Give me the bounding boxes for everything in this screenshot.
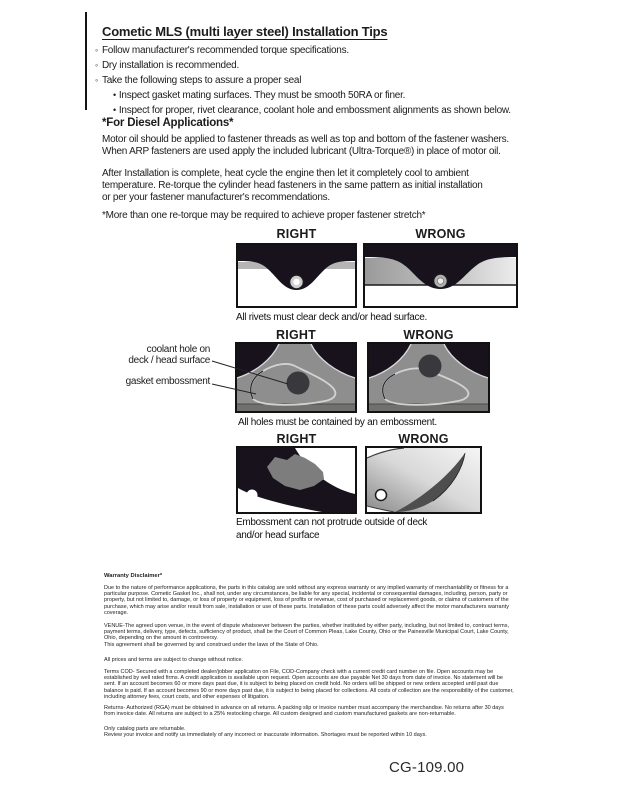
coolant-hole-label xyxy=(88,345,210,366)
bullet-item xyxy=(95,75,301,86)
hole-contained-diagram xyxy=(237,344,355,411)
rivet-caption: All rivets must clear deck and/or head surface. xyxy=(236,312,427,323)
filled-circle-bullet-icon: • xyxy=(113,105,116,115)
wrong-label: WRONG xyxy=(398,432,449,446)
gasket-embossment-label: gasket embossment xyxy=(125,376,210,387)
diagram-protrude-right xyxy=(236,446,357,514)
catalog-page-code: CG-109.00 xyxy=(389,759,465,776)
terms-cod-paragraph: Terms COD- Secured with a completed dealer/jobber application on File, COD-Company check with a current credit card number on file. Open accounts may be established by well rated firms. A credit application is available upon request. Open accounts are due payable Net 30 days from date of invoice. No statement will be sent. If an account becomes 60 or more days past due, it is subject to being placed on credit hold. No orders will be shipped or new orders accepted until past due balance is paid. If an account becomes 90 or more days past due, it is subject to being placed for collections. All costs of collection are the responsibility of the customer, including attorney fees, court costs, and other expenses of litigation. xyxy=(104,669,514,700)
right-label: RIGHT xyxy=(276,432,317,446)
deck-band-diagram xyxy=(238,448,355,512)
paragraph-line: Motor oil should be applied to fastener threads as well as top and bottom of the fastener washers. xyxy=(102,134,509,145)
diagram-embossment-wrong xyxy=(367,342,490,413)
hole-outside-diagram xyxy=(369,344,488,411)
bullet-item xyxy=(95,60,239,71)
returns-paragraph: Returns- Authorized (RGA) must be obtained in advance on all returns. A packing slip or invoice number must accompany the merchandise. No returns after 30 days from invoice date. All returns are subject to a 25% restocking charge. All custom designed and custom manufactured gaskets are non-returnable. xyxy=(104,705,504,718)
filled-circle-bullet-icon: • xyxy=(113,90,116,100)
wrong-label: WRONG xyxy=(415,227,466,241)
paragraph-text: Review your invoice and notify us immediately of any incorrect or inaccurate information. Shortages must be reported within 10 days. xyxy=(104,732,427,739)
paragraph-text: VENUE-The agreed upon venue, in the event of dispute whatsoever between the parties, whether instituted by either party, including, but not limited to, contract terms, payment terms, delivery, type, defects, sufficiency of product, shall be the Court of Common Pleas, Lake County, Ohio or the Painesville Municipal Court, Lake County, Ohio, depending on the amount in controversy. xyxy=(104,623,509,642)
open-circle-bullet-icon: ◦ xyxy=(95,45,98,55)
protrude-caption xyxy=(236,516,427,542)
diesel-paragraph-2 xyxy=(102,168,483,203)
paragraph-line: After Installation is complete, heat cycle the engine then let it completely cool to ambient xyxy=(102,168,469,179)
retorque-note: *More than one re-torque may be required to achieve proper fastener stretch* xyxy=(102,210,426,221)
warranty-paragraph-venue xyxy=(104,623,516,648)
diagram-embossment-right xyxy=(235,342,357,413)
embossment-caption: All holes must be contained by an embossment. xyxy=(238,417,437,428)
diesel-heading: *For Diesel Applications* xyxy=(102,117,234,129)
rivet-covered-diagram xyxy=(365,245,516,306)
right-label: RIGHT xyxy=(276,227,317,241)
diagram-protrude-wrong xyxy=(365,446,482,514)
paragraph-text: Only catalog parts are returnable. xyxy=(104,726,186,732)
bullet-text: Take the following steps to assure a proper seal xyxy=(101,75,302,86)
caption-line: and/or head surface xyxy=(236,530,320,541)
diagram-rivet-right xyxy=(236,243,357,308)
left-margin-line xyxy=(85,12,87,110)
paragraph-line: temperature. Re-torque the cylinder head fasteners in the same pattern as initial installation xyxy=(102,179,483,191)
open-circle-bullet-icon: ◦ xyxy=(95,75,98,85)
embossment-protruding-diagram xyxy=(367,448,480,512)
warranty-paragraph-1: Due to the nature of performance applications, the parts in this catalog are sold without any express warranty or any implied warranty of merchantability or fitness for a particular purpose. Cometic Gasket Inc., shall not, under any circumstances, be liable for any special, incidental or consequential damages, including, person, party or property, but not limited to, damage, or loss of property or equipment, loss of profits or revenue, cost of purchased or replacement goods, or claims of customers of the purchase, which may arise and/or result from sale, installation or use of these parts. Installation of these parts could adversely affect the motor manufacturers warranty coverage. xyxy=(104,585,509,616)
annotation-line: deck / head surface xyxy=(128,354,210,366)
sub-bullet-item xyxy=(113,90,405,101)
annotation-line: coolant hole on xyxy=(146,344,210,355)
rivet-clear-diagram xyxy=(238,245,355,306)
wrong-label: WRONG xyxy=(403,328,454,342)
paragraph-line: or per your fastener manufacturer's recommendations. xyxy=(102,191,330,203)
right-label: RIGHT xyxy=(276,328,316,342)
diesel-paragraph-1 xyxy=(102,134,509,158)
sub-bullet-item xyxy=(113,105,511,116)
prices-terms-note: All prices and terms are subject to change without notice. xyxy=(104,657,244,663)
warranty-heading: Warranty Disclaimer* xyxy=(104,573,163,579)
page-title: Cometic MLS (multi layer steel) Installation Tips xyxy=(102,24,388,39)
paragraph-text: This agreement shall be governed by and construed under the laws of the State of Ohio. xyxy=(104,641,319,648)
bullet-text: Dry installation is recommended. xyxy=(101,60,240,71)
diagram-rivet-wrong xyxy=(363,243,518,308)
open-circle-bullet-icon: ◦ xyxy=(95,60,98,70)
returnable-note xyxy=(104,726,516,738)
bullet-item xyxy=(95,45,349,56)
bullet-text: Follow manufacturer's recommended torque specifications. xyxy=(101,45,349,56)
caption-line: Embossment can not protrude outside of deck xyxy=(236,517,428,528)
paragraph-line: When ARP fasteners are used apply the included lubricant (Ultra-Torque®) in place of motor oil. xyxy=(102,145,501,157)
bullet-text: Inspect gasket mating surfaces. They must be smooth 50RA or finer. xyxy=(118,90,406,101)
bullet-text: Inspect for proper, rivet clearance, coolant hole and embossment alignments as shown below. xyxy=(118,105,511,116)
